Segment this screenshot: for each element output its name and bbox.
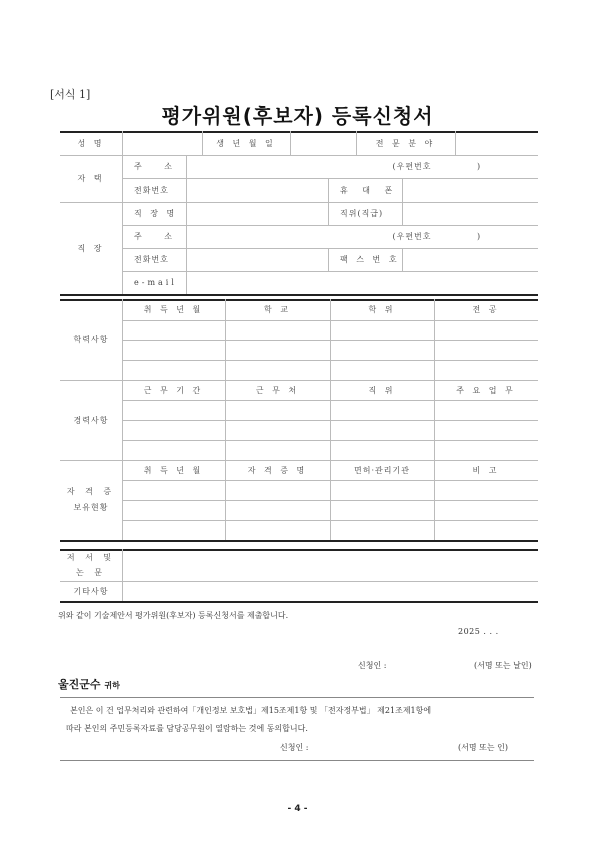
license-label-line1: 자 격 증: [66, 487, 116, 496]
position-label: 직위(직급): [340, 209, 384, 218]
submission-statement: 위와 같이 기술제안서 평가위원(후보자) 등록신청서를 제출합니다.: [58, 611, 289, 620]
home-address-label: 주 소: [134, 162, 182, 171]
consent-line-2: 따라 본인의 주민등록자료를 담당공무원이 열람하는 것에 동의합니다.: [66, 724, 308, 733]
career-section-label: 경력사항: [73, 415, 109, 425]
page-number: - 4 -: [287, 804, 308, 814]
education-header-degree: 학 위: [368, 305, 396, 314]
license-header-note: 비 고: [472, 465, 500, 475]
home-postal-label: (우편번호: [392, 162, 432, 171]
mobile-label: 휴 대 폰: [340, 185, 399, 195]
other-label: 기타사항: [73, 586, 109, 596]
career-header-position: 직 위: [368, 385, 396, 395]
home-postal-close: ): [476, 162, 482, 171]
name-label: 성 명: [77, 138, 105, 148]
license-label-line2: 보유현황: [73, 503, 109, 512]
recipient-name: 울진군수: [58, 678, 101, 691]
fax-label: 팩 스 번 호: [340, 255, 400, 264]
career-header-period: 근 무 기 간: [143, 385, 204, 395]
recipient-suffix: 귀하: [104, 681, 120, 690]
recipient: [58, 676, 120, 692]
publications-label-line1: 저 서 및: [66, 553, 116, 562]
home-phone-label: 전화번호: [134, 185, 169, 195]
education-section-label: 학력사항: [73, 335, 109, 344]
page-title: 평가위원(후보자) 등록신청서: [161, 104, 434, 128]
license-section-label: [60, 460, 122, 540]
consent-applicant-label: 신청인 :: [280, 743, 309, 752]
submission-date: 2025 . . .: [458, 627, 499, 636]
signature-label: (서명 또는 날인): [474, 661, 532, 670]
license-header-date: 취 득 년 월: [143, 465, 204, 475]
form-number: [서식 1]: [50, 88, 91, 101]
work-postal-close: ): [476, 232, 482, 241]
birth-date-label: 생 년 월 일: [216, 138, 276, 148]
education-header-school: 학 교: [264, 305, 291, 314]
license-header-agency: 면허·관리기관: [354, 465, 410, 475]
career-header-duty: 주 요 업 무: [456, 385, 516, 395]
publications-label: [60, 549, 122, 581]
company-label: 직 장 명: [134, 209, 178, 218]
work-section-label: 직 장: [77, 243, 105, 253]
applicant-label: 신청인 :: [358, 661, 387, 670]
consent-signature-label: (서명 또는 인): [458, 743, 508, 752]
work-phone-label: 전화번호: [134, 255, 169, 264]
education-header-date: 취 득 년 월: [143, 305, 204, 314]
consent-line-1: 본인은 이 건 업무처리와 관련하여「개인정보 보호법」제15조제1항 및 「전자정부법」 제21조제1항에: [70, 706, 432, 715]
email-label: e-mail: [134, 278, 177, 287]
career-header-workplace: 근 무 처: [255, 385, 300, 395]
education-header-major: 전 공: [472, 305, 500, 314]
home-section-label: 자 택: [77, 174, 105, 183]
license-header-name: 자 격 증 명: [247, 465, 308, 475]
work-postal-label: (우편번호: [392, 232, 432, 241]
publications-label-line2: 논 문: [76, 568, 106, 577]
expertise-label: 전 문 분 야: [375, 138, 436, 148]
work-address-label: 주 소: [134, 232, 182, 241]
